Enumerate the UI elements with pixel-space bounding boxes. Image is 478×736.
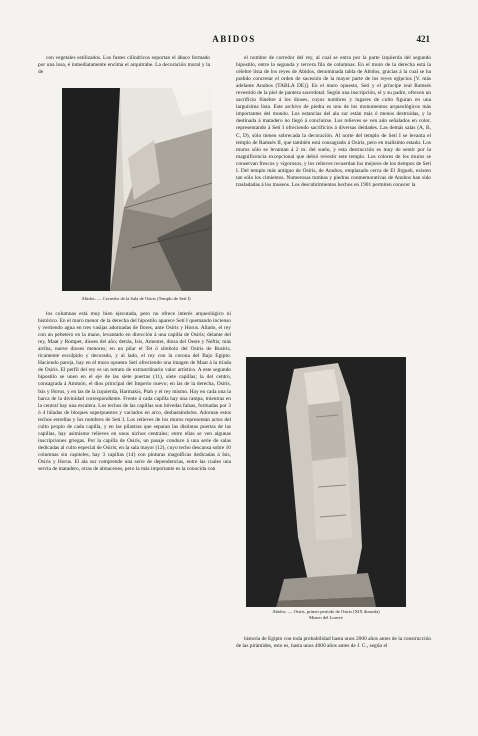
paragraph: el nombre de corredor del rey, al cual se entra por la parte izquierda del segundo hipostilo, entre la segunda y tercera fila de columnas. En el muro de la derecha está la célebre lista de los reyes de Abidos, denominada tabla de Abidos, gracias á la cual se ha podido concretar el orden de sucesión de la mayor parte de los reyes egipcios [V. más adelante Anubos (TABLA DE)]. En el muro opuesto, Setí y el príncipe real Ramsés revestido de la piel de pantera sacerdotal. Según una inscripción, el y su padre, ofrecen un sacrificio fúnebre á los dioses, cuyos nombres y lugares de culto figuran en una larguísima lista. Este archivo de piedra es uno de los monumentos arqueológicos más importantes del mundo. Los estancias del ala sur están más ó menos destruidas, y la destinada á matadero no llegó á concluirse. Los relieves se ven aún señalados en color, representando á Setí I ofreciendo sacrificios á diversas deidades. Las demás salas (A, B, C, D), sólo tienen sobrecada la decoración. Al norte del templo de Setí I se levanta el templo de Ramsés II, que también está consagrado á Osiris, pero en malísimo estado. Los muros sólo se levantan á 2 m. del suelo, y esta destrucción es muy de sentir por la magnificencia excepcional que debió revestir este templo. Los colores de los muros se conservan frescos y vigorosos, y los relieves recuerdan los mejores de los tiempos de Setí I. Del templo más antiguo de Osiris, de Anubos, emplazado cerca de El Jirgueh, existen tan sólo los cimientos. Numerosas tumbas y piedras conmemorativas de Anubos han sido trasladadas á los museos. Los descubrimientos hechos en 1901 permiten conocer la: [236, 55, 431, 188]
caption-text: Abidos. — Corredor de la Sala de Osiris (Templo de Setí I): [81, 296, 191, 301]
caption-line-2: Museo del Louvre: [309, 614, 343, 620]
paragraph: historia de Egipto con toda probabilidad hasta unos 2000 años antes de la construcción de las pirámides, esto es, hasta unos 4000 años antes de J. C., según el: [236, 636, 431, 650]
corridor-caption: [50, 296, 222, 302]
paragraph: los columnas está muy bien ejecutada, pero no ofrece interés arqueológico ni histórico. En el muro menor de la derecha del hipostilo aparece Setí I quemando incienso y vertiendo agua en tres vasijas adornadas de flores, ante Osiris y Horus. Allado, el rey con un pebetero en la mano, levantado en dirección á una capilla de Osiris; delante del rey, Maat y Rompet, dioses del año; detrás, Isis, Amentet, diosa del Oeste y Neftis; más arriba, nueve dioses menores; en un pilar el Tet ó símbolo del Osiris de Busiris, ricamente esculpido y decorado, y al lado, el rey con la corona del Bajo Egipto. Haciendo pareja, hay en el muro opuesto Setí ofreciendo una imagen de Maat á la tríada de Osiris. El perfil del rey es un retrato de extraordinario valor artístico. A este segundo hipostilo se unen en el eje de las siete puertas (11), siete capillas; la del centro, consagrada á Ammón, el dios principal del Imperio nuevo; en las de la derecha, Osiris, Isis y Horus, y en las de la izquierda, Harmakis, Ptah y el rey mismo. Hay en cada una la barca de la divinidad correspondiente. Frente á cada capilla hay una rampa, mientras en la central hay una escalera. Los techos de las capillas son bóvedas falsas, formadas por 3 ó 4 hiladas de bloques superpuestos y vaciados en arco, desbastándolos. Adornan estos techos estrellas y los nombres de Setí I. Los relieves de los muros representan actos del culto propio de cada capilla, y en las pilastras que separan las distintas puertas de las capillas, hay asimismo relieves en unos nichos centrales; entre ellas se ven algunas inscripciones griegas. Por la capilla de Osiris, un pasaje conduce á una serie de salas dedicadas al culto especial de Osiris; en la sala mayor (12), cuyo techo descansa sobre 10 columnas sin capiteles, hay 3 capillas (14) con pinturas magníficas dedicadas á Isis, Osiris y Horus. El ala sur comprende una serie de dependencias, entre las cuales una servía de matadero, otras de almacenes, pero la más importante es la conocida con: [38, 311, 231, 473]
paragraph: con vegetales estilizados. Los fustes cilíndricos soportan el ábaco formado por una losa, é inmediatamente encima el arquitrabe. La decoración mural y la de: [38, 55, 210, 76]
page-number: 421: [416, 34, 430, 44]
left-column-top-text: [38, 55, 210, 85]
right-column-top-text: [236, 55, 431, 348]
statue-photograph: [246, 357, 406, 607]
running-title: ABIDOS: [212, 34, 256, 44]
right-column-bottom-text: [236, 636, 431, 666]
page-header: [38, 34, 430, 48]
statue-caption: [240, 609, 412, 620]
statue-photo-illustration: [246, 357, 406, 607]
corridor-photo-illustration: [62, 88, 212, 291]
left-column-bottom-text: [38, 311, 231, 701]
corridor-photograph: [62, 88, 212, 291]
caption-line-1: Abidos. — Osiris, primer período de Osiris (XIX dinastía): [272, 609, 380, 614]
